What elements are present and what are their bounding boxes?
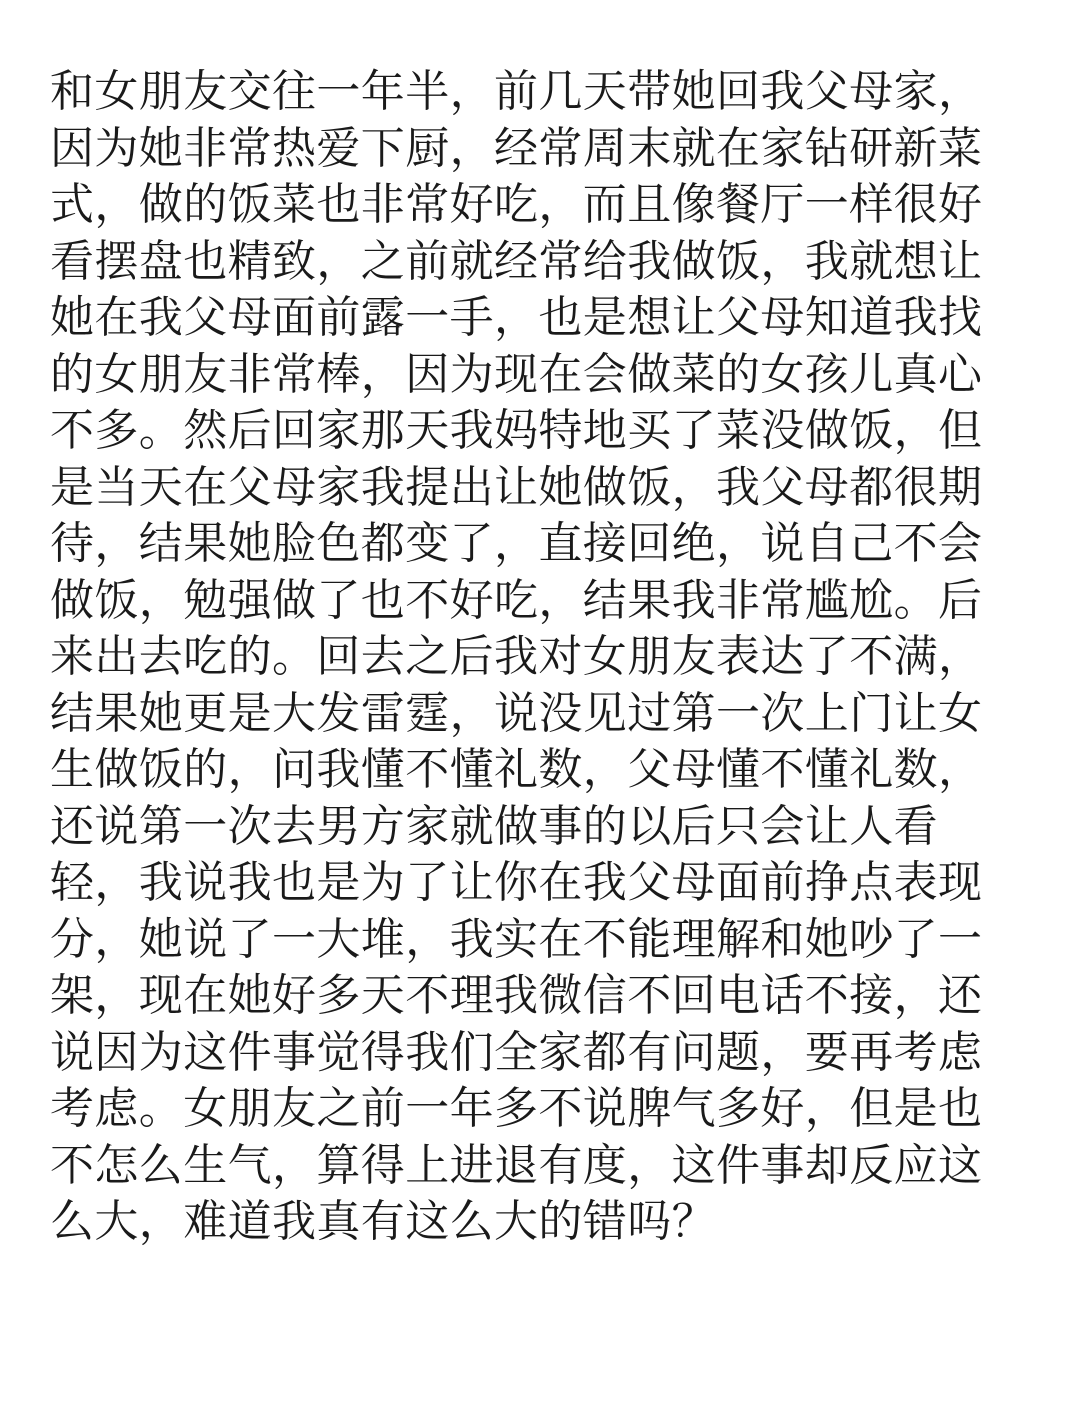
text-line: 看摆盘也精致，之前就经常给我做饭，我就想让	[50, 235, 983, 287]
text-line: 考虑。女朋友之前一年多不说脾气多好，但是也	[50, 1083, 983, 1134]
text-line: 分，她说了一大堆，我实在不能理解和她吵了一	[50, 913, 983, 965]
text-line: 说因为这件事觉得我们全家都有问题，要再考虑	[50, 1026, 983, 1078]
text-line: 结果她更是大发雷霆，说没见过第一次上门让女	[50, 687, 983, 739]
text-line: 不多。然后回家那天我妈特地买了菜没做饭，但	[50, 405, 983, 456]
text-line: 架，现在她好多天不理我微信不回电话不接，还	[50, 970, 983, 1021]
post-text	[50, 64, 1000, 1251]
text-line: 来出去吃的。回去之后我对女朋友表达了不满，	[50, 631, 983, 682]
text-line: 轻，我说我也是为了让你在我父母面前挣点表现	[50, 857, 983, 908]
text-line: 她在我父母面前露一手，也是想让父母知道我找	[50, 292, 983, 343]
text-line: 的女朋友非常棒，因为现在会做菜的女孩儿真心	[50, 348, 983, 400]
text-line: 式，做的饭菜也非常好吃，而且像餐厅一样很好	[50, 179, 983, 230]
text-line: 是当天在父母家我提出让她做饭，我父母都很期	[50, 461, 983, 513]
text-line: 和女朋友交往一年半，前几天带她回我父母家，	[50, 66, 983, 117]
text-line: 待，结果她脸色都变了，直接回绝，说自己不会	[50, 518, 983, 569]
text-line: 不怎么生气，算得上进退有度，这件事却反应这	[50, 1139, 983, 1191]
text-line: 还说第一次去男方家就做事的以后只会让人看	[50, 800, 938, 852]
text-line: 么大，难道我真有这么大的错吗？	[50, 1196, 716, 1247]
text-line: 生做饭的，问我懂不懂礼数，父母懂不懂礼数，	[50, 744, 983, 795]
text-line: 因为她非常热爱下厨，经常周末就在家钻研新菜	[50, 122, 983, 174]
text-line: 做饭，勉强做了也不好吃，结果我非常尴尬。后	[50, 574, 983, 626]
